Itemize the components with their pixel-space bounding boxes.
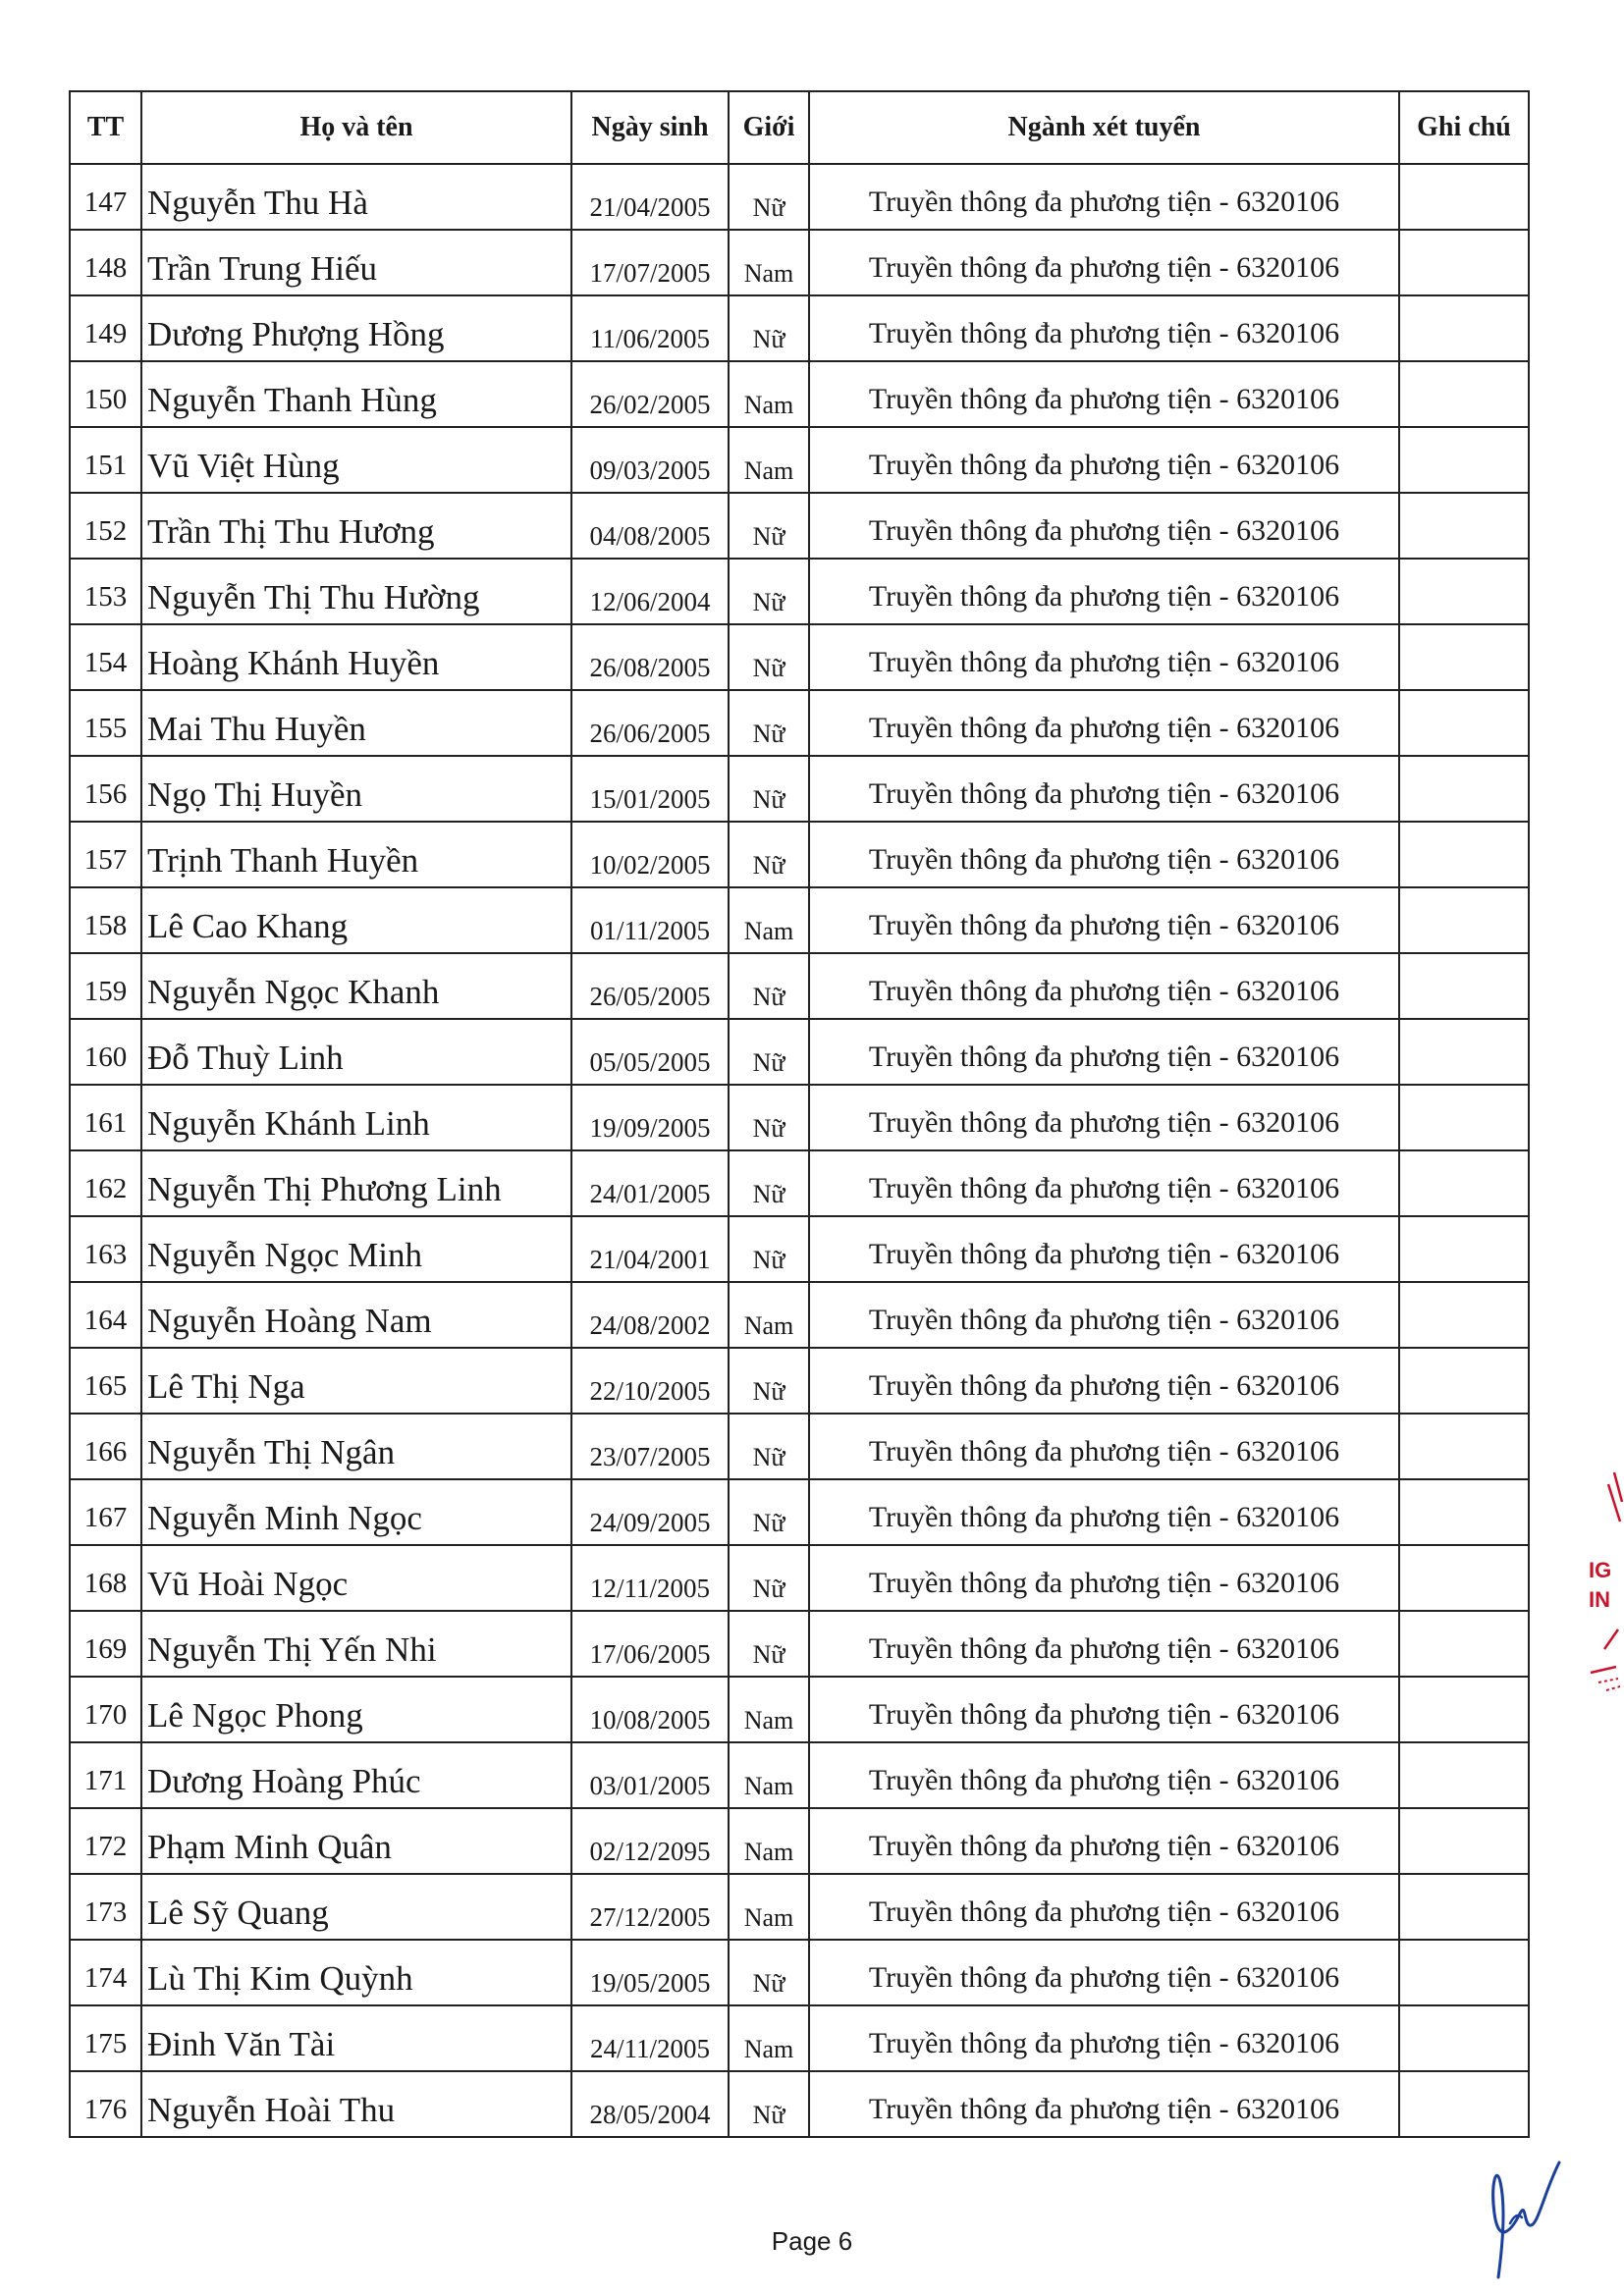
table-row (70, 1940, 1529, 2005)
row-sex-cell: Nữ (729, 1348, 809, 1414)
page-number: Page 6 (771, 2226, 853, 2256)
row-major-cell: Truyền thông đa phương tiện - 6320106 (809, 1808, 1399, 1874)
row-name-cell: Dương Phượng Hồng (141, 295, 571, 361)
row-major-cell: Truyền thông đa phương tiện - 6320106 (809, 953, 1399, 1019)
row-sex-cell: Nam (729, 361, 809, 427)
row-sex-cell: Nữ (729, 493, 809, 559)
row-dob-cell: 21/04/2005 (571, 164, 729, 230)
row-note-cell (1399, 559, 1529, 624)
table-row (70, 1150, 1529, 1216)
row-note-cell (1399, 1150, 1529, 1216)
row-note-cell (1399, 1545, 1529, 1611)
row-note-cell (1399, 1874, 1529, 1940)
row-note-cell (1399, 1940, 1529, 2005)
row-tt-cell: 153 (70, 559, 141, 624)
row-note-cell (1399, 1414, 1529, 1479)
table-row (70, 493, 1529, 559)
row-dob-cell: 19/09/2005 (571, 1085, 729, 1150)
row-tt-cell: 154 (70, 624, 141, 690)
row-tt-cell: 151 (70, 427, 141, 493)
header-name: Họ và tên (141, 91, 571, 164)
row-major-cell: Truyền thông đa phương tiện - 6320106 (809, 822, 1399, 887)
header-tt: TT (70, 91, 141, 164)
row-name-cell: Vũ Hoài Ngọc (141, 1545, 571, 1611)
row-dob-cell: 17/07/2005 (571, 230, 729, 295)
row-dob-cell: 22/10/2005 (571, 1348, 729, 1414)
header-sex: Giới (729, 91, 809, 164)
table-row (70, 1808, 1529, 1874)
row-name-cell: Lê Thị Nga (141, 1348, 571, 1414)
row-note-cell (1399, 164, 1529, 230)
row-dob-cell: 03/01/2005 (571, 1742, 729, 1808)
row-sex-cell: Nữ (729, 1545, 809, 1611)
row-sex-cell: Nữ (729, 1940, 809, 2005)
row-name-cell: Nguyễn Thị Yến Nhi (141, 1611, 571, 1677)
row-dob-cell: 11/06/2005 (571, 295, 729, 361)
table-header-row (70, 91, 1529, 164)
row-name-cell: Hoàng Khánh Huyền (141, 624, 571, 690)
row-note-cell (1399, 1348, 1529, 1414)
table-row (70, 1085, 1529, 1150)
row-dob-cell: 24/11/2005 (571, 2005, 729, 2071)
row-major-cell: Truyền thông đa phương tiện - 6320106 (809, 1611, 1399, 1677)
row-major-cell: Truyền thông đa phương tiện - 6320106 (809, 1479, 1399, 1545)
row-major-cell: Truyền thông đa phương tiện - 6320106 (809, 1742, 1399, 1808)
row-name-cell: Lê Cao Khang (141, 887, 571, 953)
row-note-cell (1399, 953, 1529, 1019)
row-note-cell (1399, 361, 1529, 427)
row-name-cell: Nguyễn Hoài Thu (141, 2071, 571, 2137)
table-row (70, 2071, 1529, 2137)
row-major-cell: Truyền thông đa phương tiện - 6320106 (809, 1019, 1399, 1085)
table-row (70, 1282, 1529, 1348)
row-sex-cell: Nam (729, 1677, 809, 1742)
row-major-cell: Truyền thông đa phương tiện - 6320106 (809, 2005, 1399, 2071)
row-note-cell (1399, 887, 1529, 953)
row-sex-cell: Nữ (729, 953, 809, 1019)
row-note-cell (1399, 624, 1529, 690)
table-row (70, 1216, 1529, 1282)
row-tt-cell: 169 (70, 1611, 141, 1677)
row-major-cell: Truyền thông đa phương tiện - 6320106 (809, 887, 1399, 953)
row-sex-cell: Nữ (729, 1216, 809, 1282)
row-dob-cell: 10/08/2005 (571, 1677, 729, 1742)
row-tt-cell: 174 (70, 1940, 141, 2005)
row-tt-cell: 166 (70, 1414, 141, 1479)
row-tt-cell: 172 (70, 1808, 141, 1874)
table-row (70, 1479, 1529, 1545)
candidate-table (69, 90, 1530, 2138)
row-dob-cell: 24/01/2005 (571, 1150, 729, 1216)
row-sex-cell: Nữ (729, 559, 809, 624)
row-sex-cell: Nam (729, 427, 809, 493)
row-note-cell (1399, 1479, 1529, 1545)
row-tt-cell: 164 (70, 1282, 141, 1348)
row-major-cell: Truyền thông đa phương tiện - 6320106 (809, 1348, 1399, 1414)
row-name-cell: Nguyễn Hoàng Nam (141, 1282, 571, 1348)
table-row (70, 1414, 1529, 1479)
row-name-cell: Lê Sỹ Quang (141, 1874, 571, 1940)
row-tt-cell: 155 (70, 690, 141, 756)
row-sex-cell: Nam (729, 1742, 809, 1808)
row-major-cell: Truyền thông đa phương tiện - 6320106 (809, 1677, 1399, 1742)
row-name-cell: Lù Thị Kim Quỳnh (141, 1940, 571, 2005)
row-sex-cell: Nữ (729, 624, 809, 690)
table-row (70, 624, 1529, 690)
row-sex-cell: Nam (729, 1874, 809, 1940)
row-tt-cell: 170 (70, 1677, 141, 1742)
row-name-cell: Mai Thu Huyền (141, 690, 571, 756)
table-row (70, 822, 1529, 887)
row-sex-cell: Nữ (729, 1085, 809, 1150)
row-name-cell: Nguyễn Minh Ngọc (141, 1479, 571, 1545)
table-row (70, 887, 1529, 953)
row-sex-cell: Nữ (729, 1479, 809, 1545)
row-name-cell: Phạm Minh Quân (141, 1808, 571, 1874)
row-sex-cell: Nữ (729, 1414, 809, 1479)
row-sex-cell: Nữ (729, 164, 809, 230)
header-dob: Ngày sinh (571, 91, 729, 164)
row-sex-cell: Nữ (729, 1150, 809, 1216)
row-note-cell (1399, 822, 1529, 887)
row-name-cell: Nguyễn Khánh Linh (141, 1085, 571, 1150)
stamp-text-line: IG (1589, 1558, 1612, 1582)
row-major-cell: Truyền thông đa phương tiện - 6320106 (809, 559, 1399, 624)
row-dob-cell: 15/01/2005 (571, 756, 729, 822)
row-name-cell: Trịnh Thanh Huyền (141, 822, 571, 887)
row-tt-cell: 148 (70, 230, 141, 295)
row-note-cell (1399, 2071, 1529, 2137)
row-note-cell (1399, 1282, 1529, 1348)
row-dob-cell: 24/09/2005 (571, 1479, 729, 1545)
row-tt-cell: 171 (70, 1742, 141, 1808)
row-note-cell (1399, 1611, 1529, 1677)
row-major-cell: Truyền thông đa phương tiện - 6320106 (809, 756, 1399, 822)
stamp-text-line: IN (1589, 1587, 1610, 1612)
row-name-cell: Nguyễn Thanh Hùng (141, 361, 571, 427)
row-note-cell (1399, 493, 1529, 559)
row-dob-cell: 26/08/2005 (571, 624, 729, 690)
row-name-cell: Nguyễn Thu Hà (141, 164, 571, 230)
row-note-cell (1399, 1742, 1529, 1808)
row-dob-cell: 26/02/2005 (571, 361, 729, 427)
row-note-cell (1399, 2005, 1529, 2071)
table-row (70, 559, 1529, 624)
row-note-cell (1399, 1677, 1529, 1742)
row-major-cell: Truyền thông đa phương tiện - 6320106 (809, 493, 1399, 559)
row-name-cell: Nguyễn Ngọc Minh (141, 1216, 571, 1282)
table-row (70, 2005, 1529, 2071)
row-dob-cell: 26/05/2005 (571, 953, 729, 1019)
row-sex-cell: Nữ (729, 1611, 809, 1677)
stamp-text (1589, 1556, 1611, 1615)
row-dob-cell: 17/06/2005 (571, 1611, 729, 1677)
table-row (70, 427, 1529, 493)
row-major-cell: Truyền thông đa phương tiện - 6320106 (809, 624, 1399, 690)
row-major-cell: Truyền thông đa phương tiện - 6320106 (809, 1414, 1399, 1479)
table-row (70, 1677, 1529, 1742)
row-note-cell (1399, 1019, 1529, 1085)
row-major-cell: Truyền thông đa phương tiện - 6320106 (809, 1150, 1399, 1216)
row-note-cell (1399, 295, 1529, 361)
table-row (70, 1611, 1529, 1677)
row-major-cell: Truyền thông đa phương tiện - 6320106 (809, 1940, 1399, 2005)
row-dob-cell: 12/11/2005 (571, 1545, 729, 1611)
row-major-cell: Truyền thông đa phương tiện - 6320106 (809, 230, 1399, 295)
row-major-cell: Truyền thông đa phương tiện - 6320106 (809, 1085, 1399, 1150)
row-tt-cell: 147 (70, 164, 141, 230)
row-name-cell: Đinh Văn Tài (141, 2005, 571, 2071)
row-sex-cell: Nam (729, 1282, 809, 1348)
row-note-cell (1399, 1808, 1529, 1874)
row-tt-cell: 168 (70, 1545, 141, 1611)
row-name-cell: Dương Hoàng Phúc (141, 1742, 571, 1808)
row-dob-cell: 23/07/2005 (571, 1414, 729, 1479)
row-tt-cell: 150 (70, 361, 141, 427)
row-name-cell: Nguyễn Thị Thu Hường (141, 559, 571, 624)
row-dob-cell: 12/06/2004 (571, 559, 729, 624)
row-sex-cell: Nam (729, 2005, 809, 2071)
row-major-cell: Truyền thông đa phương tiện - 6320106 (809, 1874, 1399, 1940)
row-major-cell: Truyền thông đa phương tiện - 6320106 (809, 164, 1399, 230)
row-tt-cell: 165 (70, 1348, 141, 1414)
row-tt-cell: 176 (70, 2071, 141, 2137)
row-major-cell: Truyền thông đa phương tiện - 6320106 (809, 1216, 1399, 1282)
row-sex-cell: Nữ (729, 690, 809, 756)
row-tt-cell: 175 (70, 2005, 141, 2071)
row-major-cell: Truyền thông đa phương tiện - 6320106 (809, 361, 1399, 427)
row-tt-cell: 159 (70, 953, 141, 1019)
table-row (70, 1545, 1529, 1611)
row-dob-cell: 26/06/2005 (571, 690, 729, 756)
table-row (70, 295, 1529, 361)
row-tt-cell: 152 (70, 493, 141, 559)
row-tt-cell: 161 (70, 1085, 141, 1150)
row-major-cell: Truyền thông đa phương tiện - 6320106 (809, 1282, 1399, 1348)
row-major-cell: Truyền thông đa phương tiện - 6320106 (809, 427, 1399, 493)
row-tt-cell: 163 (70, 1216, 141, 1282)
header-note: Ghi chú (1399, 91, 1529, 164)
row-name-cell: Vũ Việt Hùng (141, 427, 571, 493)
table-row (70, 756, 1529, 822)
row-name-cell: Trần Thị Thu Hương (141, 493, 571, 559)
row-tt-cell: 160 (70, 1019, 141, 1085)
row-sex-cell: Nữ (729, 2071, 809, 2137)
row-note-cell (1399, 427, 1529, 493)
row-name-cell: Nguyễn Thị Phương Linh (141, 1150, 571, 1216)
row-tt-cell: 167 (70, 1479, 141, 1545)
row-sex-cell: Nữ (729, 756, 809, 822)
table-row (70, 230, 1529, 295)
row-dob-cell: 04/08/2005 (571, 493, 729, 559)
table-row (70, 1348, 1529, 1414)
header-major: Ngành xét tuyển (809, 91, 1399, 164)
table-row (70, 1874, 1529, 1940)
row-sex-cell: Nam (729, 887, 809, 953)
row-name-cell: Nguyễn Ngọc Khanh (141, 953, 571, 1019)
row-name-cell: Ngọ Thị Huyền (141, 756, 571, 822)
row-tt-cell: 173 (70, 1874, 141, 1940)
row-tt-cell: 156 (70, 756, 141, 822)
row-dob-cell: 01/11/2005 (571, 887, 729, 953)
row-note-cell (1399, 230, 1529, 295)
row-major-cell: Truyền thông đa phương tiện - 6320106 (809, 690, 1399, 756)
row-dob-cell: 21/04/2001 (571, 1216, 729, 1282)
row-tt-cell: 158 (70, 887, 141, 953)
candidate-table-container (69, 90, 1530, 2138)
table-row (70, 1019, 1529, 1085)
row-note-cell (1399, 690, 1529, 756)
row-name-cell: Đỗ Thuỳ Linh (141, 1019, 571, 1085)
row-name-cell: Nguyễn Thị Ngân (141, 1414, 571, 1479)
row-sex-cell: Nữ (729, 1019, 809, 1085)
row-note-cell (1399, 1085, 1529, 1150)
row-tt-cell: 149 (70, 295, 141, 361)
row-sex-cell: Nữ (729, 822, 809, 887)
row-name-cell: Trần Trung Hiếu (141, 230, 571, 295)
table-row (70, 953, 1529, 1019)
table-row (70, 361, 1529, 427)
row-dob-cell: 27/12/2005 (571, 1874, 729, 1940)
row-major-cell: Truyền thông đa phương tiện - 6320106 (809, 295, 1399, 361)
row-dob-cell: 05/05/2005 (571, 1019, 729, 1085)
table-body (70, 164, 1529, 2137)
row-name-cell: Lê Ngọc Phong (141, 1677, 571, 1742)
table-row (70, 164, 1529, 230)
row-tt-cell: 162 (70, 1150, 141, 1216)
row-sex-cell: Nam (729, 230, 809, 295)
row-note-cell (1399, 756, 1529, 822)
row-dob-cell: 19/05/2005 (571, 1940, 729, 2005)
row-dob-cell: 24/08/2002 (571, 1282, 729, 1348)
row-note-cell (1399, 1216, 1529, 1282)
row-dob-cell: 10/02/2005 (571, 822, 729, 887)
row-dob-cell: 09/03/2005 (571, 427, 729, 493)
handwritten-signature-icon (1481, 2155, 1569, 2282)
row-tt-cell: 157 (70, 822, 141, 887)
table-row (70, 1742, 1529, 1808)
row-dob-cell: 28/05/2004 (571, 2071, 729, 2137)
row-dob-cell: 02/12/2095 (571, 1808, 729, 1874)
row-sex-cell: Nam (729, 1808, 809, 1874)
table-row (70, 690, 1529, 756)
row-major-cell: Truyền thông đa phương tiện - 6320106 (809, 2071, 1399, 2137)
row-sex-cell: Nữ (729, 295, 809, 361)
row-major-cell: Truyền thông đa phương tiện - 6320106 (809, 1545, 1399, 1611)
